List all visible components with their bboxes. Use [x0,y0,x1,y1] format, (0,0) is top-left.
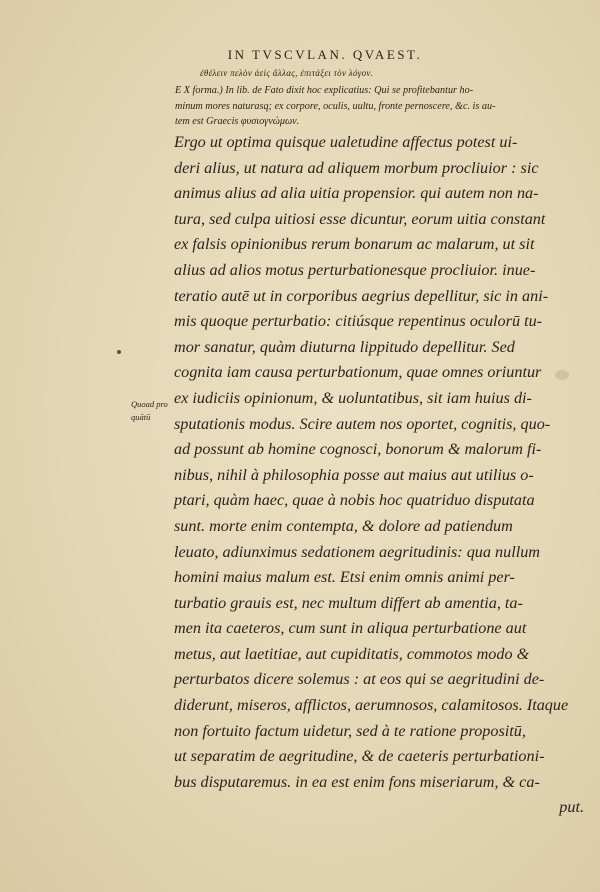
text-line: ad possunt ab homine cognosci, bonorum & malorum fi- [174,440,542,459]
text-line: turbatio grauis est, nec multum differt ab amentia, ta- [174,593,523,612]
text-line: leuato, adiunximus sedationem aegritudinis: qua nullum [174,542,540,561]
text-line: homini maius malum est. Etsi enim omnis animi per- [174,568,515,587]
text-line: deri alius, ut natura ad aliquem morbum procliuior : sic [174,158,539,177]
note-line: minum mores naturasq; ex corpore, oculis, uultu, fronte pernoscere, &c. is au- [175,100,496,112]
text-line: mor sanatur, quàm diuturna lippitudo depellitur. Sed [174,337,515,356]
text-line: ex falsis opinionibus rerum bonarum ac malarum, ut sit [174,235,535,254]
note-line: tem est Graecis φυσιογνώμων. [175,116,300,127]
text-line: perturbatos dicere solemus : at eos qui se aegritudini de- [174,670,545,689]
text-line: ut separatim de aegritudine, & de caeteris perturbationi- [174,747,545,766]
marginal-gloss: Quoad pro quātū [131,399,168,422]
text-line: cognita iam causa perturbationum, quae omnes oriuntur [174,363,542,382]
text-line: metus, aut laetitiae, aut cupiditatis, commotos modo & [174,644,530,663]
text-line: sputationis modus. Scire autem nos oportet, cognitis, quo- [174,414,551,433]
note-line: E X forma.) In lib. de Fato dixit hoc explicatius: Qui se profitebantur ho- [175,85,474,96]
text-line: diderunt, miseros, afflictos, aerumnosos, calamitosos. Itaque [174,696,569,715]
text-line: animus alius ad alia uitia propensior. qui autem non na- [174,184,539,203]
text-line: bus disputaremus. in ea est enim fons miseriarum, & ca- [174,772,540,791]
text-line: tura, sed culpa uitiosi esse dicuntur, eorum uitia constant [174,209,546,228]
greek-quotation-line: ἐθέλειν πελὸν ἀεὶς ἄλλας, ἐπιτάξει τὸν λόγον. [200,68,374,78]
text-line: teratio autē ut in corporibus aegrius depellitur, sic in ani- [174,286,549,305]
main-text-block [174,130,584,821]
text-line: mis quoque perturbatio: citiúsque repentinus oculorū tu- [174,312,543,331]
text-line: alius ad alios motus perturbationesque procliuior. inue- [174,260,536,279]
text-line: ex iudiciis opinionum, & uoluntatibus, sit iam huius di- [174,388,532,407]
text-line: men ita caeteros, cum sunt in aliqua perturbatione aut [174,619,527,638]
commentary-note [175,83,585,130]
text-line: ptari, quàm haec, quae à nobis hoc quatriduo disputata [174,491,535,510]
catchword: put. [559,798,584,817]
text-line: Ergo ut optima quisque ualetudine affectus potest ui- [174,133,518,151]
text-line: nibus, nihil à philosophia posse aut maius aut utilius o- [174,465,534,484]
text-line: sunt. morte enim contempta, & dolore ad patiendum [174,516,513,535]
running-header: IN TVSCVLAN. QVAEST. [227,47,423,62]
margin-dot [117,350,121,354]
text-line: non fortuito factum uidetur, sed à te ratione propositū, [174,721,526,740]
